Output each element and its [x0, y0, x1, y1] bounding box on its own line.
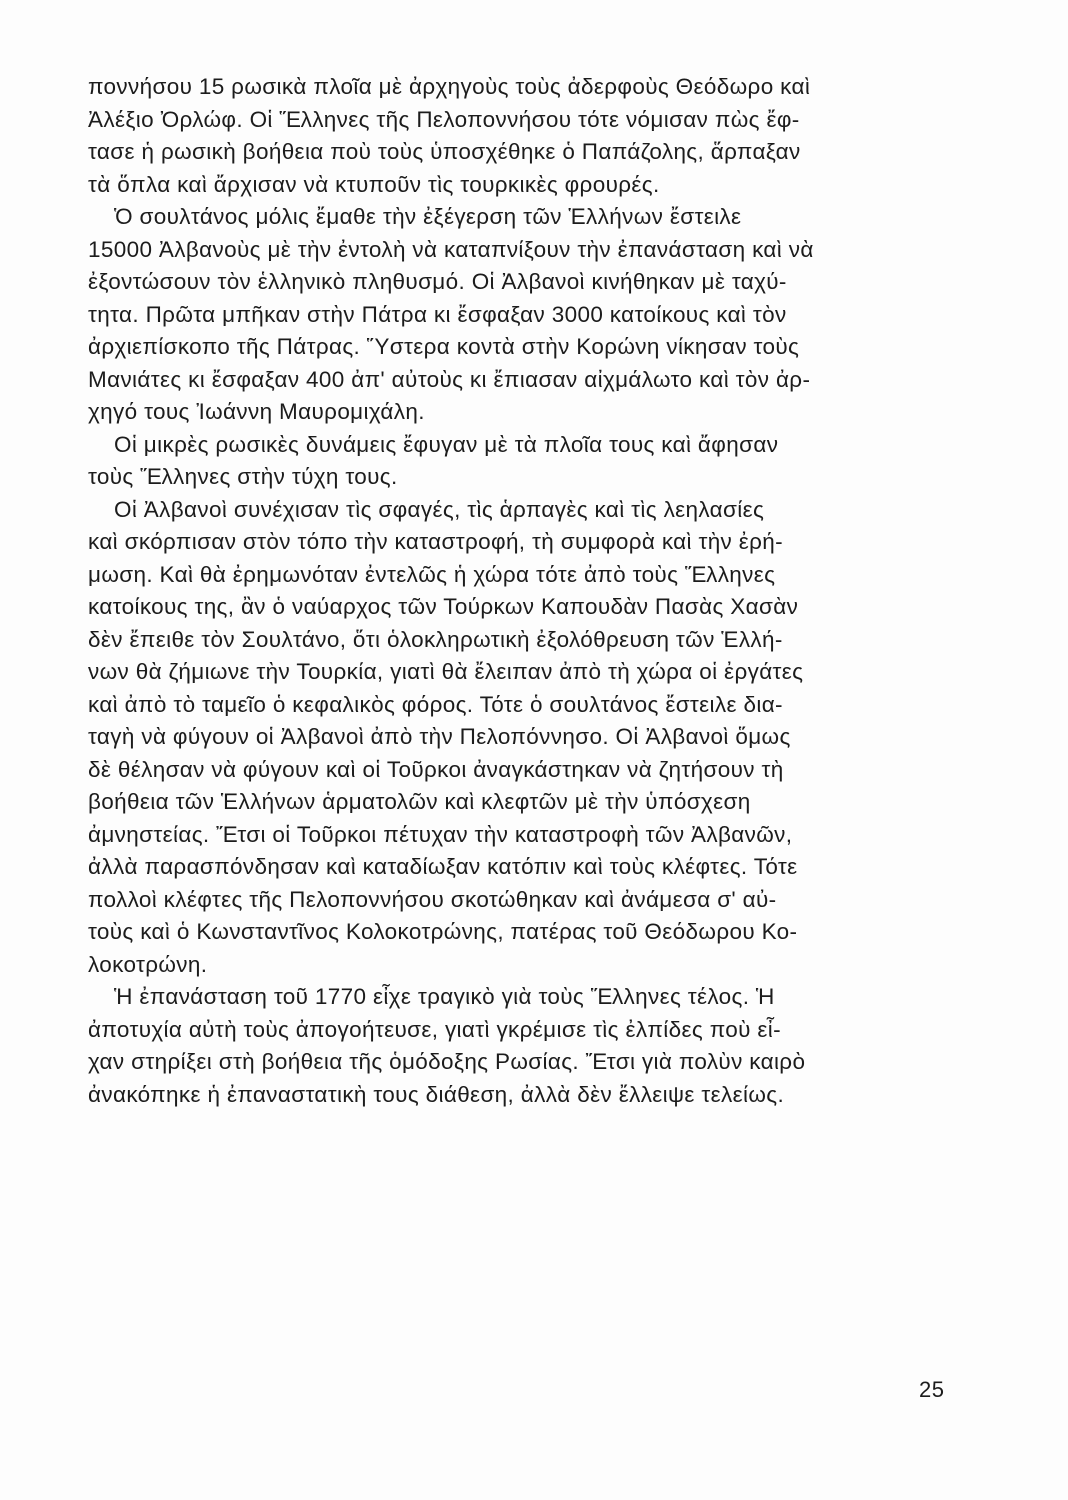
text-line: ποννήσου 15 ρωσικὰ πλοῖα μὲ ἀρχηγοὺς τοὺς ἀδερφοὺς Θεόδωρο καὶ	[88, 74, 811, 99]
text-line: Ἀλέξιο Ὀρλώφ. Οἱ Ἕλληνες τῆς Πελοποννήσου τότε νόμισαν πὼς ἔφ-	[88, 106, 800, 132]
paragraph-start-line: Οἱ Ἀλβανοὶ συνέχισαν τὶς σφαγές, τὶς ἁρπαγὲς καὶ τὶς λεηλασίες	[114, 496, 765, 522]
text-line: χηγό τους Ἰωάννη Μαυρομιχάλη.	[88, 399, 425, 424]
text-line: χαν στηρίξει στὴ βοήθεια τῆς ὁμόδοξης Ρωσίας. Ἔτσι γιὰ πολὺν καιρὸ	[88, 1049, 806, 1074]
text-line: δὲ θέλησαν νὰ φύγουν καὶ οἱ Τοῦρκοι ἀναγκάστηκαν νὰ ζητήσουν τὴ	[88, 756, 784, 782]
text-line: βοήθεια τῶν Ἑλλήνων ἁρματολῶν καὶ κλεφτῶν μὲ τὴν ὑπόσχεση	[88, 789, 751, 814]
text-line: ἀρχιεπίσκοπο τῆς Πάτρας. Ὕστερα κοντὰ στὴν Κορώνη νίκησαν τοὺς	[88, 334, 800, 359]
text-line: ἐξοντώσουν τὸν ἑλληνικὸ πληθυσμό. Οἱ Ἀλβανοὶ κινήθηκαν μὲ ταχύ-	[88, 269, 787, 294]
text-line: τοὺς καὶ ὁ Κωνσταντῖνος Κολοκοτρώνης, πατέρας τοῦ Θεόδωρου Κο-	[88, 919, 798, 944]
body-text	[88, 71, 948, 1111]
text-line: τητα. Πρῶτα μπῆκαν στὴν Πάτρα κι ἔσφαξαν 3000 κατοίκους καὶ τὸν	[88, 301, 787, 327]
text-line: Μανιάτες κι ἔσφαξαν 400 ἀπ' αὐτοὺς κι ἔπιασαν αἰχμάλωτο καὶ τὸν ἀρ-	[88, 366, 811, 392]
text-line: πολλοὶ κλέφτες τῆς Πελοποννήσου σκοτώθηκαν καὶ ἀνάμεσα σ' αὐ-	[88, 886, 777, 912]
paragraph-start-line: Οἱ μικρὲς ρωσικὲς δυνάμεις ἔφυγαν μὲ τὰ πλοῖα τους καὶ ἄφησαν	[114, 431, 779, 457]
text-line: 15000 Ἀλβανοὺς μὲ τὴν ἐντολὴ νὰ καταπνίξουν τὴν ἐπανάσταση καὶ νὰ	[88, 236, 814, 262]
paragraph-start-line: Ὁ σουλτάνος μόλις ἔμαθε τὴν ἐξέγερση τῶν Ἑλλήνων ἔστειλε	[114, 204, 742, 229]
text-line: νων θὰ ζήμιωνε τὴν Τουρκία, γιατὶ θὰ ἔλειπαν ἀπὸ τὴ χώρα οἱ ἐργάτες	[88, 659, 804, 684]
text-line: καὶ σκόρπισαν στὸν τόπο τὴν καταστροφή, τὴ συμφορὰ καὶ τὴν ἐρή-	[88, 529, 783, 554]
text-line: καὶ ἀπὸ τὸ ταμεῖο ὁ κεφαλικὸς φόρος. Τότε ὁ σουλτάνος ἔστειλε δια-	[88, 691, 783, 717]
text-line: ἀποτυχία αὐτὴ τοὺς ἀπογοήτευσε, γιατὶ γκρέμισε τὶς ἐλπίδες ποὺ εἶ-	[88, 1016, 781, 1042]
text-line: μωση. Καὶ θὰ ἐρημωνόταν ἐντελῶς ἡ χώρα τότε ἀπὸ τοὺς Ἕλληνες	[88, 561, 776, 587]
text-line: ἀμνηστείας. Ἔτσι οἱ Τοῦρκοι πέτυχαν τὴν καταστροφὴ τῶν Ἀλβανῶν,	[88, 821, 793, 847]
page-number: 25	[919, 1377, 945, 1402]
text-line: τὰ ὅπλα καὶ ἄρχισαν νὰ κτυποῦν τὶς τουρκικὲς φρουρές.	[88, 171, 660, 197]
paragraph-start-line: Ἡ ἐπανάσταση τοῦ 1770 εἶχε τραγικὸ γιὰ τοὺς Ἕλληνες τέλος. Ἡ	[114, 984, 775, 1009]
text-line: δὲν ἔπειθε τὸν Σουλτάνο, ὅτι ὁλοκληρωτικὴ ἐξολόθρευση τῶν Ἑλλή-	[88, 626, 783, 652]
text-line: ἀνακόπηκε ἡ ἐπαναστατικὴ τους διάθεση, ἀλλὰ δὲν ἔλλειψε τελείως.	[88, 1081, 785, 1107]
text-line: ταγὴ νὰ φύγουν οἱ Ἀλβανοὶ ἀπὸ τὴν Πελοπόννησο. Οἱ Ἀλβανοὶ ὅμως	[88, 724, 791, 749]
text-line: λοκοτρώνη.	[88, 951, 208, 977]
text-line: τασε ἡ ρωσικὴ βοήθεια ποὺ τοὺς ὑποσχέθηκε ὁ Παπάζολης, ἅρπαξαν	[88, 139, 801, 164]
text-line: τοὺς Ἕλληνες στὴν τύχη τους.	[88, 464, 398, 489]
text-line: κατοίκους της, ἂν ὁ ναύαρχος τῶν Τούρκων Καπουδὰν Πασὰς Χασὰν	[88, 594, 799, 619]
text-line: ἀλλὰ παρασπόνδησαν καὶ καταδίωξαν κατόπιν καὶ τοὺς κλέφτες. Τότε	[88, 854, 798, 879]
